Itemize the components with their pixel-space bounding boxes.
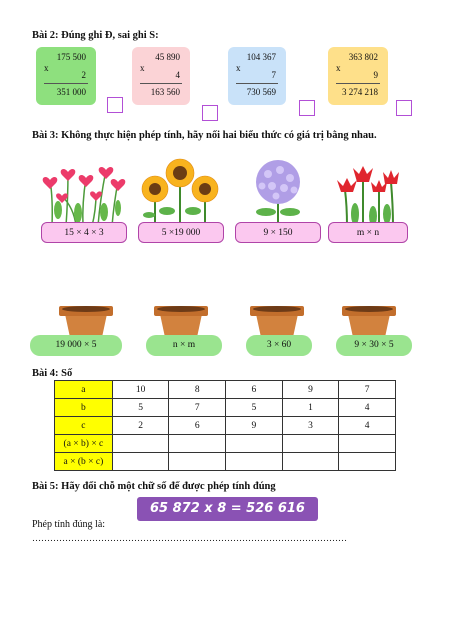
answer-cell[interactable]: [282, 453, 339, 471]
card-multiplier: 9: [373, 70, 378, 80]
card-multiplicand: 363 802: [348, 52, 378, 62]
card-result: 730 569: [246, 87, 276, 97]
times-sign: x: [236, 63, 241, 73]
card-multiplier: 2: [81, 70, 86, 80]
expr-bottom-4[interactable]: 9 × 30 × 5: [336, 335, 412, 356]
card-multiplicand: 104 367: [246, 52, 276, 62]
card-multiplicand: 175 500: [56, 52, 86, 62]
row-label: c: [55, 417, 113, 435]
card-result: 163 560: [150, 87, 180, 97]
bai5-title: Bài 5: Hãy đổi chỗ một chữ số để được phép tính đúng: [32, 481, 276, 492]
expr-top-4[interactable]: m × n: [328, 222, 408, 243]
card-multiplicand: 45 890: [155, 52, 180, 62]
card-result: 351 000: [56, 87, 86, 97]
times-sign: x: [336, 63, 341, 73]
table-cell: 7: [339, 381, 396, 399]
answer-cell[interactable]: [169, 435, 226, 453]
table-cell: 7: [169, 399, 226, 417]
table-row: [55, 453, 396, 471]
row-label: (a × b) × c: [55, 435, 113, 453]
table-cell: 9: [282, 381, 339, 399]
table-cell: 3: [282, 417, 339, 435]
number-table: [54, 380, 396, 471]
row-label: a: [55, 381, 113, 399]
times-sign: x: [44, 63, 49, 73]
table-row: [55, 417, 396, 435]
answer-cell[interactable]: [282, 435, 339, 453]
table-cell: 2: [112, 417, 169, 435]
table-cell: 6: [169, 417, 226, 435]
table-cell: 9: [226, 417, 283, 435]
answer-cell[interactable]: [339, 435, 396, 453]
answer-box-1[interactable]: [107, 97, 123, 113]
answer-cell[interactable]: [169, 453, 226, 471]
card-multiplier: 4: [175, 70, 180, 80]
table-cell: 4: [339, 399, 396, 417]
table-row: [55, 435, 396, 453]
expr-top-2[interactable]: 5 ×19 000: [138, 222, 224, 243]
multiplication-card-1: [36, 47, 96, 105]
card-rule: [44, 83, 88, 84]
answer-dotted-line[interactable]: ……………………………………………………………………………………………: [32, 533, 347, 543]
multiplication-card-2: [132, 47, 190, 105]
bai3-title: Bài 3: Không thực hiện phép tính, hãy nối hai biểu thức có giá trị bằng nhau.: [32, 130, 377, 141]
expr-bottom-1[interactable]: 19 000 × 5: [30, 335, 122, 356]
table-cell: 5: [226, 399, 283, 417]
answer-box-3[interactable]: [299, 100, 315, 116]
card-rule: [336, 83, 380, 84]
answer-label: Phép tính đúng là:: [32, 519, 106, 530]
table-row: [55, 399, 396, 417]
table-cell: 6: [226, 381, 283, 399]
bai4-title: Bài 4: Số: [32, 368, 73, 379]
answer-cell[interactable]: [226, 435, 283, 453]
table-cell: 1: [282, 399, 339, 417]
card-result: 3 274 218: [342, 87, 378, 97]
answer-cell[interactable]: [112, 435, 169, 453]
sunflower-icon: [135, 155, 225, 227]
red-tulip-icon: [333, 156, 405, 228]
times-sign: x: [140, 63, 145, 73]
row-label: a × (b × c): [55, 453, 113, 471]
hydrangea-icon: [242, 156, 314, 228]
answer-cell[interactable]: [112, 453, 169, 471]
answer-cell[interactable]: [339, 453, 396, 471]
expr-top-3[interactable]: 9 × 150: [235, 222, 321, 243]
expr-top-1[interactable]: 15 × 4 × 3: [41, 222, 127, 243]
table-cell: 4: [339, 417, 396, 435]
equation-banner: 65 872 x 8 = 526 616: [137, 497, 318, 521]
table-cell: 10: [112, 381, 169, 399]
row-label: b: [55, 399, 113, 417]
answer-box-4[interactable]: [396, 100, 412, 116]
answer-cell[interactable]: [226, 453, 283, 471]
table-row: [55, 381, 396, 399]
multiplication-card-3: [228, 47, 286, 105]
expr-bottom-3[interactable]: 3 × 60: [246, 335, 312, 356]
tulip-hearts-icon: [38, 158, 128, 228]
table-cell: 8: [169, 381, 226, 399]
expr-bottom-2[interactable]: n × m: [146, 335, 222, 356]
card-rule: [236, 83, 278, 84]
card-multiplier: 7: [271, 70, 276, 80]
card-rule: [140, 83, 182, 84]
multiplication-card-4: [328, 47, 388, 105]
table-cell: 5: [112, 399, 169, 417]
bai2-title: Bài 2: Đúng ghi Đ, sai ghi S:: [32, 30, 159, 41]
answer-box-2[interactable]: [202, 105, 218, 121]
